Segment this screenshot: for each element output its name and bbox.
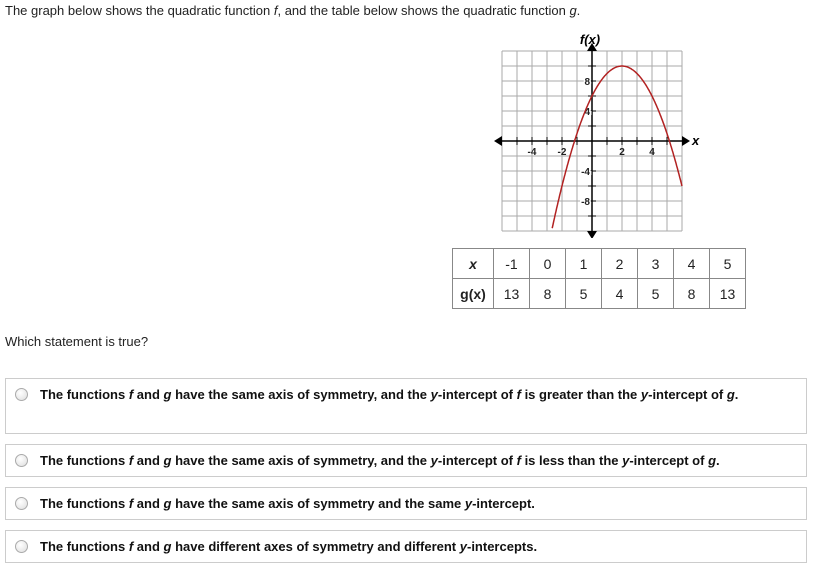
- text-segment: -intercept of: [629, 453, 709, 468]
- text-segment: , and the table below shows the quadratic function: [277, 3, 570, 18]
- text-segment: f: [128, 453, 134, 468]
- text-segment: f: [128, 496, 134, 511]
- arrow-left-icon: [494, 136, 502, 146]
- answer-option-2[interactable]: [5, 444, 807, 477]
- table-cell: 8: [530, 279, 566, 309]
- text-segment: g: [163, 496, 172, 511]
- text-segment: The functions: [40, 496, 129, 511]
- y-tick-label: -4: [581, 167, 590, 178]
- table-row-g: [453, 279, 746, 309]
- header-g: g(x): [453, 279, 494, 309]
- option-label: [40, 383, 786, 406]
- axes: [494, 43, 690, 238]
- question-text: Which statement is true?: [5, 334, 149, 349]
- text-segment: The functions: [40, 387, 129, 402]
- text-segment: g: [163, 453, 172, 468]
- text-segment: y: [459, 539, 467, 554]
- text-segment: y: [430, 453, 438, 468]
- parabola-f: [552, 66, 682, 228]
- text-segment: -intercepts.: [466, 539, 538, 554]
- text-segment: -intercept of: [437, 453, 517, 468]
- text-segment: .: [576, 3, 581, 18]
- text-segment: is greater than the: [520, 387, 641, 402]
- table-cell: 4: [602, 279, 638, 309]
- text-segment: have the same axis of symmetry, and the: [171, 387, 431, 402]
- intro-text: [5, 3, 580, 18]
- text-segment: The functions: [40, 539, 129, 554]
- table-cell: 8: [674, 279, 710, 309]
- text-segment: have the same axis of symmetry and the same: [171, 496, 465, 511]
- text-segment: g: [163, 387, 172, 402]
- text-segment: f: [128, 387, 134, 402]
- table-cell: 5: [710, 249, 746, 279]
- text-segment: and: [133, 496, 164, 511]
- text-segment: f: [273, 3, 278, 18]
- table-cell: 13: [494, 279, 530, 309]
- table-cell: 4: [674, 249, 710, 279]
- function-f-graph: [480, 28, 710, 238]
- text-segment: f: [128, 539, 134, 554]
- text-segment: have different axes of symmetry and different: [171, 539, 460, 554]
- text-segment: and: [133, 387, 164, 402]
- table-cell: 0: [530, 249, 566, 279]
- radio-button[interactable]: [15, 540, 28, 553]
- table-cell: 2: [602, 249, 638, 279]
- table-cell: 5: [566, 279, 602, 309]
- text-segment: have the same axis of symmetry, and the: [171, 453, 431, 468]
- text-segment: g: [569, 3, 577, 18]
- text-segment: g: [708, 453, 717, 468]
- text-segment: y: [640, 387, 649, 402]
- y-tick-label: 8: [584, 77, 590, 88]
- text-segment: -intercept of: [437, 387, 517, 402]
- option-label: [40, 449, 786, 472]
- table-row-x: [453, 249, 746, 279]
- arrow-down-icon: [587, 231, 597, 238]
- text-segment: .: [734, 387, 739, 402]
- text-segment: -intercept of: [648, 387, 727, 402]
- y-axis-label: f(x): [579, 32, 601, 47]
- g-values-table: [452, 248, 746, 309]
- text-segment: The functions: [40, 453, 129, 468]
- x-tick-label: -4: [527, 147, 537, 158]
- text-segment: f: [516, 387, 521, 402]
- table-cell: 13: [710, 279, 746, 309]
- table-cell: -1: [494, 249, 530, 279]
- table-cell: 3: [638, 249, 674, 279]
- header-x: x: [453, 249, 494, 279]
- x-tick-label: -2: [557, 147, 567, 158]
- y-tick-label: 4: [584, 107, 590, 118]
- text-segment: .: [716, 453, 720, 468]
- table-cell: 1: [566, 249, 602, 279]
- table-cell: 5: [638, 279, 674, 309]
- text-segment: and: [133, 453, 164, 468]
- text-segment: y: [430, 387, 438, 402]
- answer-option-1[interactable]: [5, 378, 807, 434]
- text-segment: y: [464, 496, 473, 511]
- text-segment: g: [726, 387, 735, 402]
- text-segment: and: [133, 539, 164, 554]
- option-label: [40, 535, 786, 558]
- text-segment: -intercept.: [472, 496, 535, 511]
- radio-button[interactable]: [15, 454, 28, 467]
- text-segment: y: [622, 453, 630, 468]
- arrow-right-icon: [682, 136, 690, 146]
- x-tick-label: 2: [619, 147, 625, 158]
- radio-button[interactable]: [15, 388, 28, 401]
- x-axis-label: x: [692, 133, 700, 148]
- radio-button[interactable]: [15, 497, 28, 510]
- text-segment: is less than the: [520, 453, 623, 468]
- y-tick-label: -8: [581, 197, 590, 208]
- text-segment: f: [516, 453, 521, 468]
- text-segment: g: [163, 539, 172, 554]
- option-label: [40, 492, 786, 515]
- text-segment: The graph below shows the quadratic function: [5, 3, 274, 18]
- x-tick-label: 4: [649, 147, 655, 158]
- answer-option-3[interactable]: [5, 487, 807, 520]
- answer-option-4[interactable]: [5, 530, 807, 563]
